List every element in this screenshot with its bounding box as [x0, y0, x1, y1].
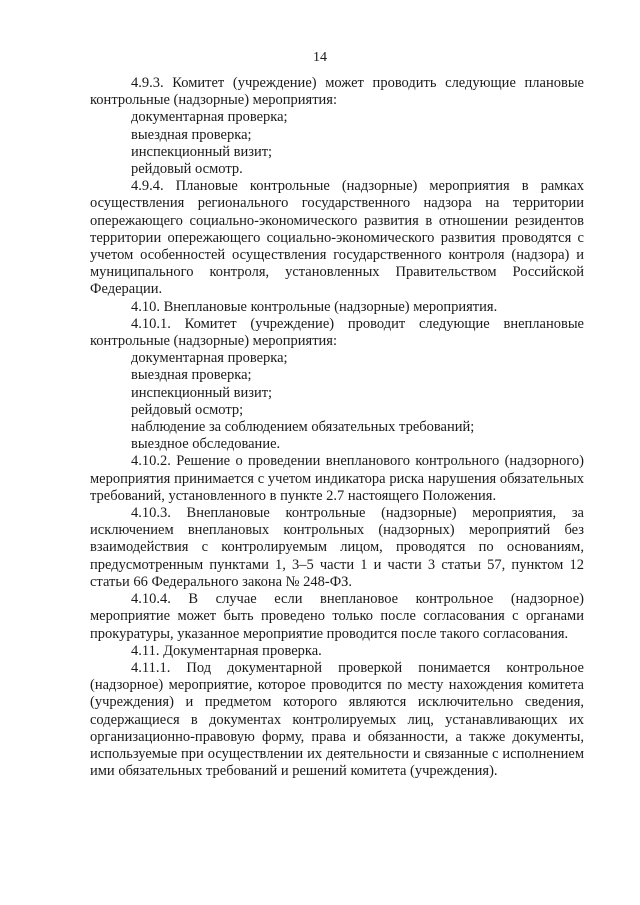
- paragraph-4-11-1: 4.11.1. Под документарной проверкой понимается контрольное (надзорное) мероприятие, которое проводится по месту нахождения комитета (учреждения) и предметом которого являются исключительно сведения, содержащиеся в документах контролируемых лиц, устанавливающих их организационно-правовую форму, права и обязанности, а также документы, используемые при осуществлении их деятельности и связанные с исполнением ими обязательных требований и решений комитета (учреждения).: [90, 659, 584, 780]
- list-item: инспекционный визит;: [131, 143, 273, 160]
- list-item: документарная проверка;: [131, 109, 288, 126]
- section-heading-4-10: 4.10. Внеплановые контрольные (надзорные) мероприятия.: [131, 298, 498, 315]
- list-item: выездная проверка;: [131, 367, 252, 384]
- paragraph-4-9-3: 4.9.3. Комитет (учреждение) может проводить следующие плановые контрольные (надзорные) мероприятия:: [90, 75, 584, 109]
- list-item: рейдовый осмотр.: [131, 161, 243, 178]
- paragraph-4-10-2: 4.10.2. Решение о проведении внепланового контрольного (надзорного) мероприятия принимается с учетом индикатора риска нарушения обязательных требований, установленного в пункте 2.7 настоящего Положения.: [90, 453, 584, 504]
- section-heading-4-11: 4.11. Документарная проверка.: [131, 642, 322, 659]
- paragraph-4-10-4: 4.10.4. В случае если внеплановое контрольное (надзорное) мероприятие может быть проведено только после согласования с органами прокуратуры, указанное мероприятие проводится после такого согласования.: [90, 591, 584, 642]
- list-item: инспекционный визит;: [131, 384, 273, 401]
- paragraph-4-10-3: 4.10.3. Внеплановые контрольные (надзорные) мероприятия, за исключением внеплановых контрольных (надзорных) мероприятий без взаимодействия с контролируемым лицом, проводятся по основаниям, предусмотренным пунктами 1, 3–5 части 1 и части 3 статьи 57, пунктом 12 статьи 66 Федерального закона № 248-ФЗ.: [90, 505, 584, 590]
- list-item: выездная проверка;: [131, 126, 252, 143]
- list-item: выездное обследование.: [131, 436, 281, 453]
- list-item: рейдовый осмотр;: [131, 401, 244, 418]
- paragraph-4-10-1: 4.10.1. Комитет (учреждение) проводит следующие внеплановые контрольные (надзорные) мероприятия:: [90, 315, 584, 350]
- paragraph-4-9-4: 4.9.4. Плановые контрольные (надзорные) мероприятия в рамках осуществления регионального государственного надзора на территории опережающего социально-экономического развития в отношении резидентов территории опережающего социально-экономического развития проводятся с учетом особенностей осуществления государственного контроля (надзора) и муниципального контроля, установленных Правительством Российской Федерации.: [90, 178, 584, 298]
- document-body: [90, 75, 584, 780]
- page-number: 14: [313, 50, 327, 65]
- list-item: наблюдение за соблюдением обязательных требований;: [131, 419, 475, 436]
- list-item: документарная проверка;: [131, 350, 288, 367]
